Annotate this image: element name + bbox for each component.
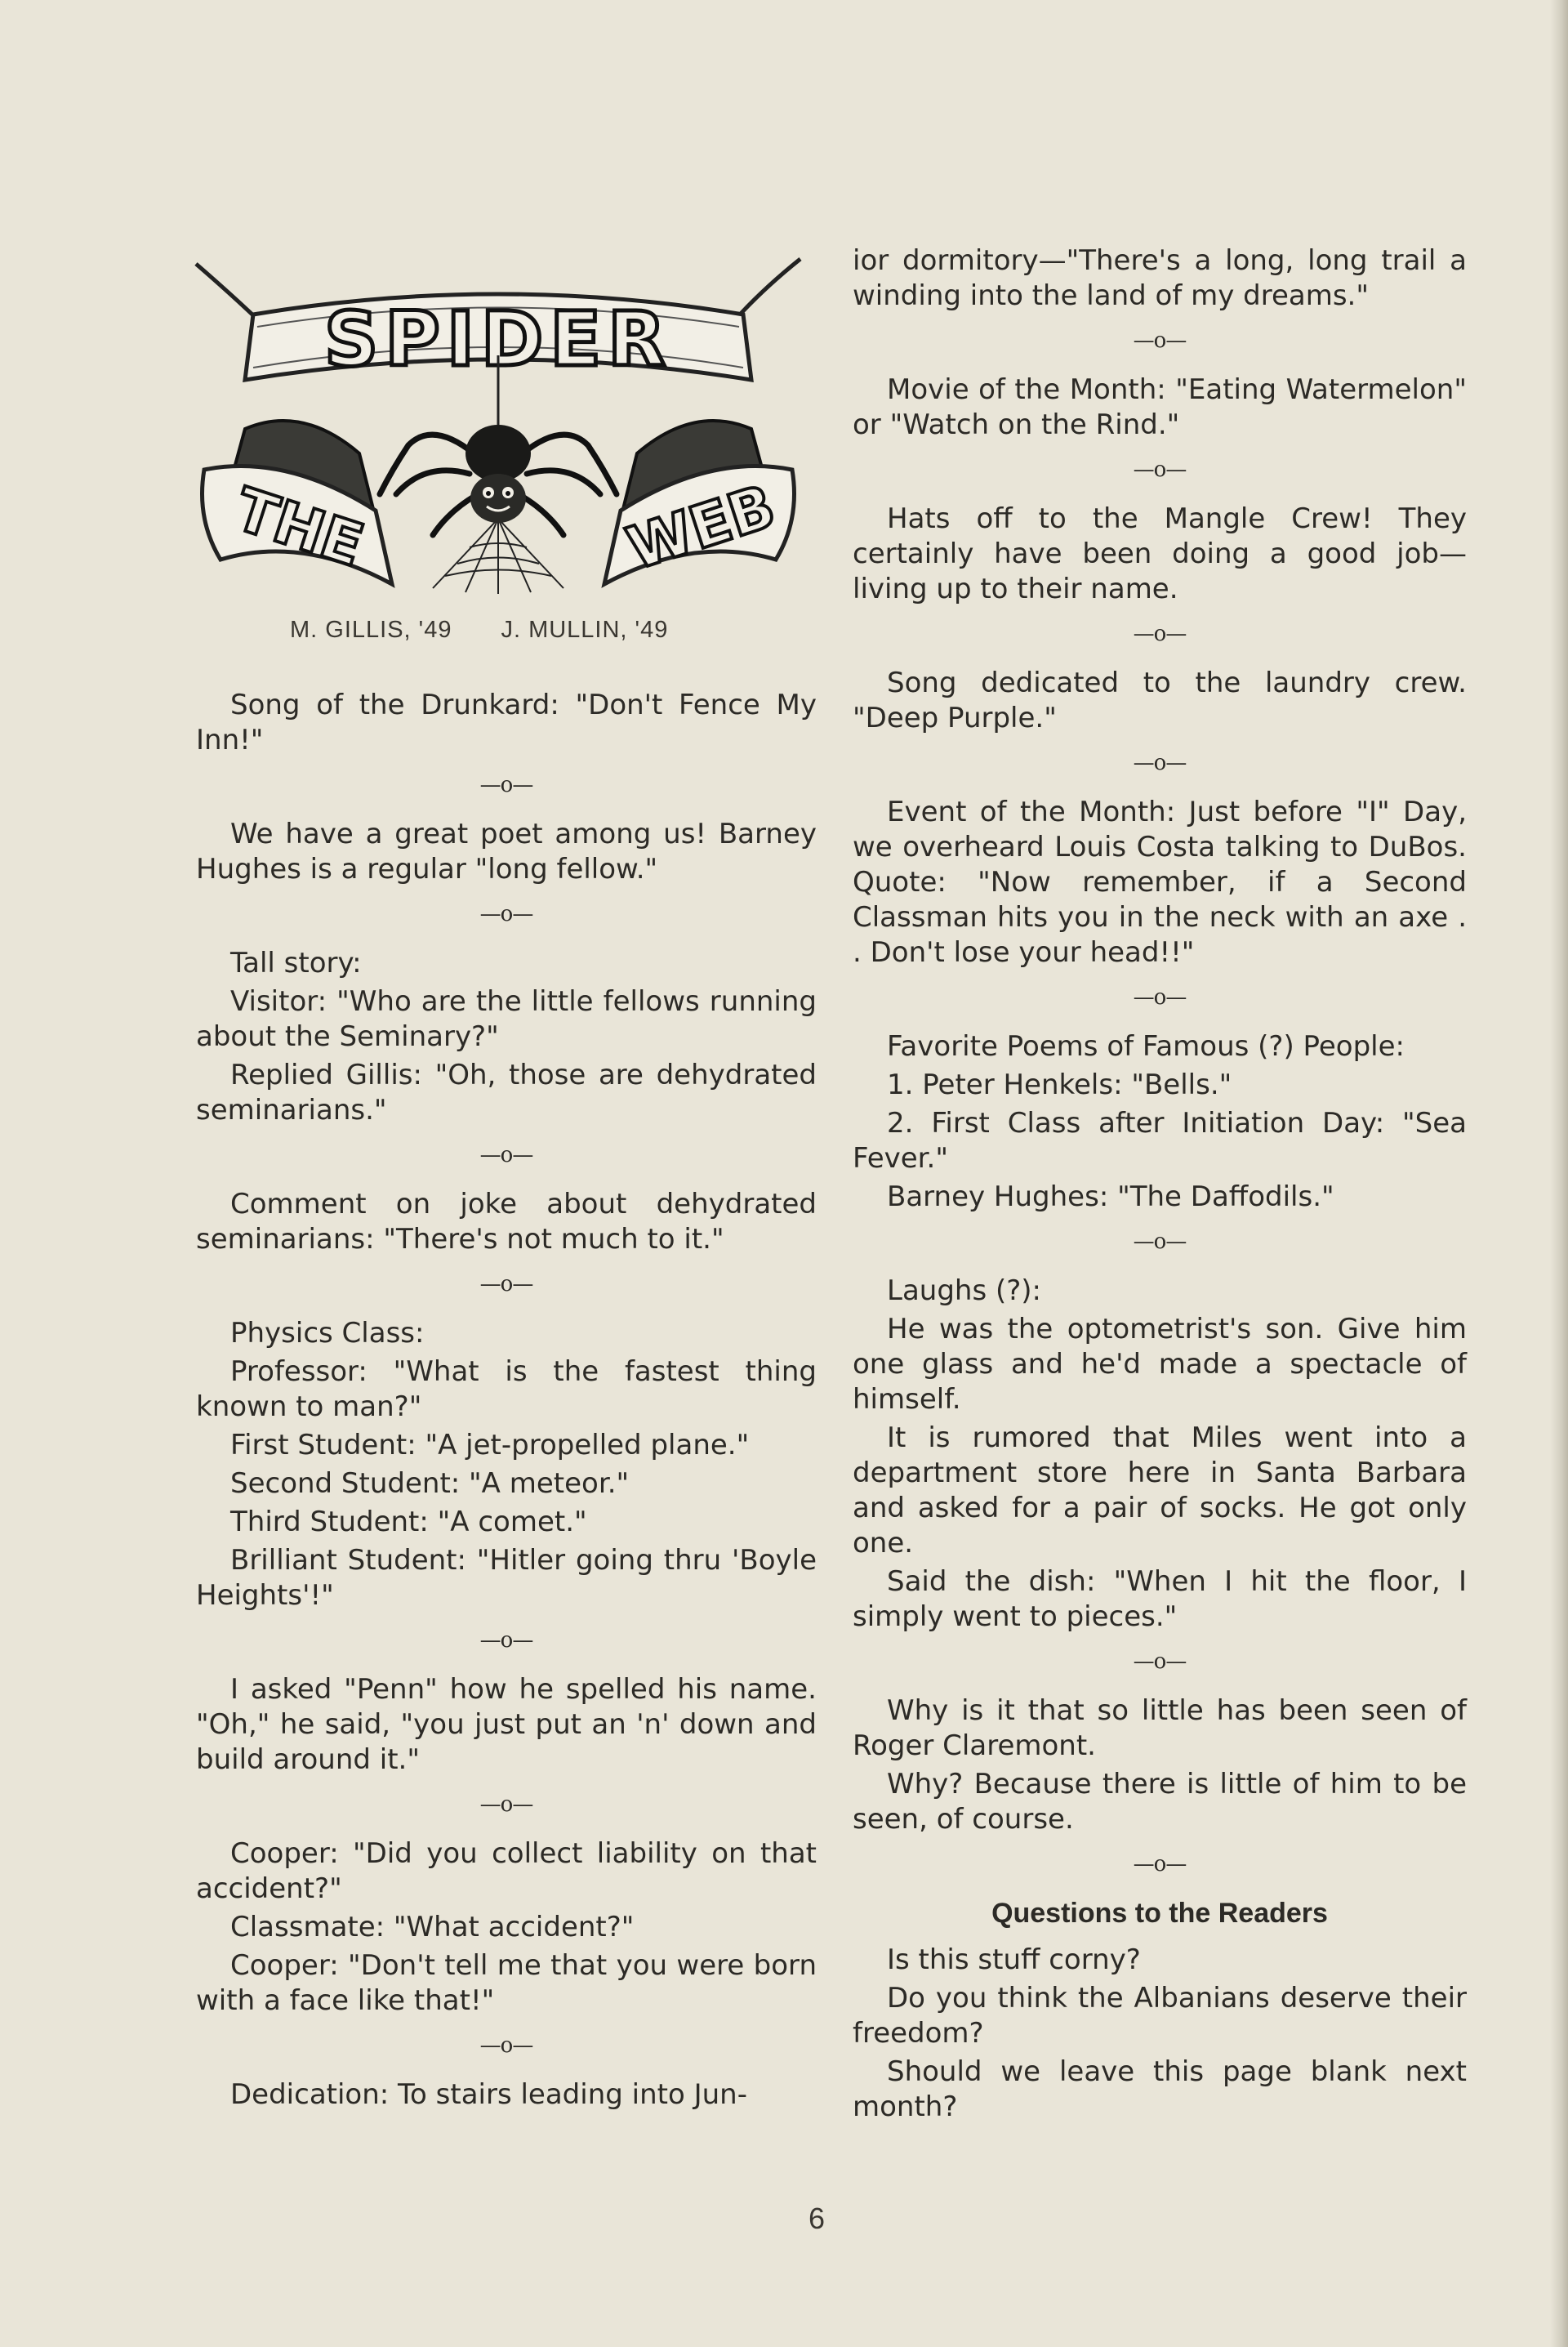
paragraph: Is this stuff corny?	[887, 1943, 1141, 1976]
paragraph: Hats off to the Mangle Crew! They certainly have been doing a good job—living up to their name.	[853, 502, 1467, 605]
separator: —o—	[479, 2033, 533, 2058]
separator: —o—	[479, 1628, 533, 1653]
paragraph: Dedication: To stairs leading into Jun-	[230, 2078, 747, 2111]
spider-web-logo	[188, 249, 808, 609]
paragraph: Second Student: "A meteor."	[230, 1467, 630, 1500]
right-column	[853, 243, 1467, 2128]
paragraph: Physics Class:	[230, 1317, 425, 1350]
paragraph: 1. Peter Henkels: "Bells."	[887, 1069, 1232, 1101]
page-edge	[1550, 0, 1568, 2347]
separator: —o—	[1133, 622, 1187, 646]
author-2: J. MULLIN, '49	[501, 617, 669, 643]
paragraph: Barney Hughes: "The Daffodils."	[887, 1180, 1334, 1213]
paragraph: Comment on joke about dehydrated seminarians: "There's not much to it."	[196, 1188, 817, 1256]
separator: —o—	[1133, 1852, 1187, 1876]
paragraph: Cooper: "Did you collect liability on that accident?"	[196, 1837, 817, 1905]
left-column	[196, 688, 817, 2116]
separator: —o—	[1133, 1649, 1187, 1674]
paragraph: First Student: "A jet-propelled plane."	[230, 1429, 750, 1461]
paragraph: It is rumored that Miles went into a department store here in Santa Barbara and asked for a pair of socks. He got only one.	[853, 1421, 1467, 1559]
paragraph: He was the optometrist's son. Give him one glass and he'd made a spectacle of himself.	[853, 1313, 1467, 1416]
separator: —o—	[1133, 457, 1187, 482]
author-1: M. GILLIS, '49	[290, 617, 452, 643]
page-number: 6	[808, 2202, 826, 2235]
separator: —o—	[1133, 328, 1187, 353]
section-heading: Questions to the Readers	[991, 1898, 1328, 1929]
paragraph: 2. First Class after Initiation Day: "Sea Fever."	[853, 1107, 1467, 1175]
paragraph: Should we leave this page blank next month?	[853, 2055, 1467, 2123]
paragraph: Brilliant Student: "Hitler going thru 'Boyle Heights'!"	[196, 1544, 817, 1612]
paragraph: Third Student: "A comet."	[230, 1506, 587, 1538]
byline	[290, 617, 668, 644]
paragraph: Cooper: "Don't tell me that you were born with a face like that!"	[196, 1949, 817, 2017]
paragraph: Favorite Poems of Famous (?) People:	[887, 1030, 1405, 1063]
paragraph: Visitor: "Who are the little fellows running about the Seminary?"	[196, 985, 817, 1053]
paragraph: Do you think the Albanians deserve their freedom?	[853, 1982, 1467, 2050]
paragraph: Replied Gillis: "Oh, those are dehydrated seminarians."	[196, 1059, 817, 1127]
paragraph: We have a great poet among us! Barney Hughes is a regular "long fellow."	[196, 818, 817, 886]
paragraph: Song dedicated to the laundry crew. "Deep Purple."	[853, 667, 1467, 734]
banner-right-text: WEB	[619, 471, 783, 583]
separator: —o—	[479, 1792, 533, 1817]
separator: —o—	[1133, 985, 1187, 1010]
paragraph: Movie of the Month: "Eating Watermelon" or "Watch on the Rind."	[853, 373, 1467, 441]
paragraph: Laughs (?):	[887, 1274, 1042, 1307]
separator: —o—	[1133, 751, 1187, 775]
paragraph: Said the dish: "When I hit the floor, I simply went to pieces."	[853, 1565, 1467, 1633]
paragraph: Why is it that so little has been seen of Roger Claremont.	[853, 1694, 1467, 1762]
paragraph: Classmate: "What accident?"	[230, 1911, 635, 1943]
paragraph: Event of the Month: Just before "I" Day, we overheard Louis Costa talking to DuBos. Quote: "Now remember, if a Second Classman hits you in the neck with an axe . . Don't lose your head!!"	[853, 796, 1467, 969]
paragraph: Song of the Drunkard: "Don't Fence My Inn!"	[196, 689, 817, 756]
separator: —o—	[479, 1272, 533, 1296]
paragraph: I asked "Penn" how he spelled his name. "Oh," he said, "you just put an 'n' down and build around it."	[196, 1673, 817, 1776]
separator: —o—	[479, 902, 533, 926]
separator: —o—	[1133, 1229, 1187, 1254]
paragraph: Why? Because there is little of him to be seen, of course.	[853, 1768, 1467, 1836]
separator: —o—	[479, 773, 533, 797]
paragraph: ior dormitory—"There's a long, long trail a winding into the land of my dreams."	[853, 244, 1467, 312]
separator: —o—	[479, 1143, 533, 1167]
paragraph: Professor: "What is the fastest thing known to man?"	[196, 1355, 817, 1423]
paragraph: Tall story:	[230, 947, 362, 979]
banner-top-text: SPIDER	[324, 296, 672, 383]
banner-left-text: THE	[227, 474, 372, 580]
